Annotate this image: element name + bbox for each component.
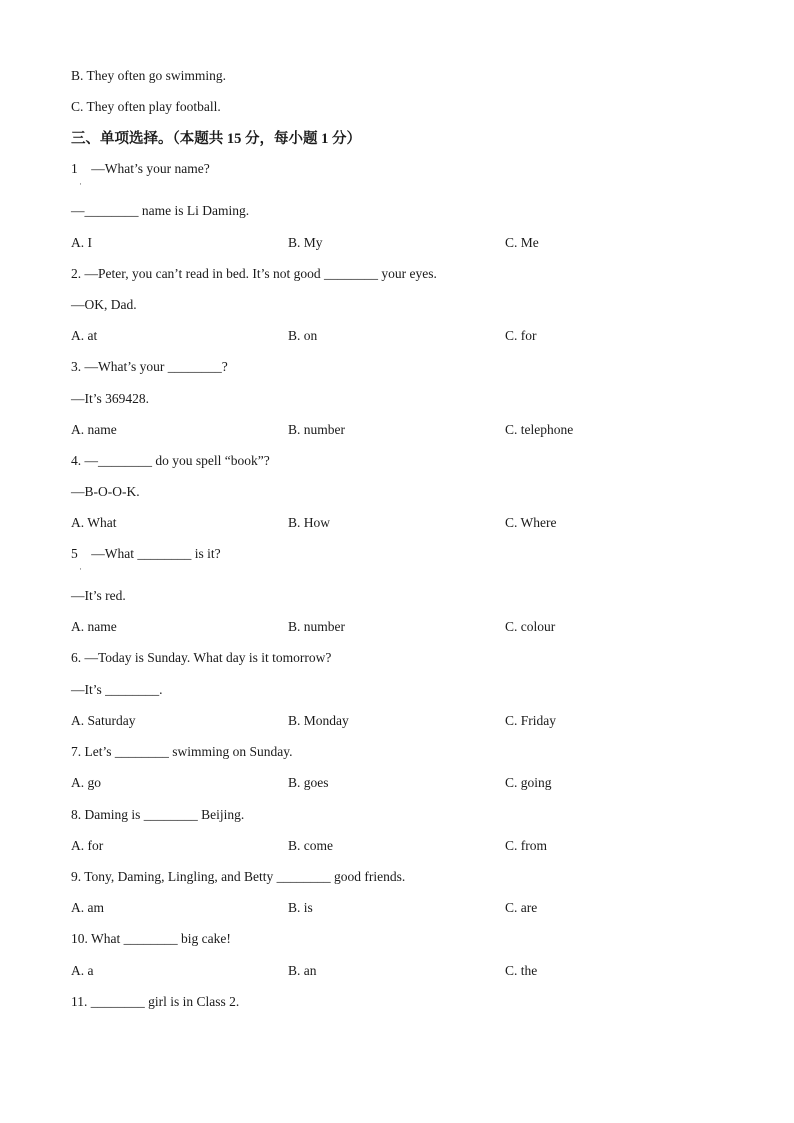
question-7-option-a[interactable]: A. go bbox=[71, 775, 101, 790]
question-8-option-b[interactable]: B. come bbox=[288, 838, 333, 853]
question-3-reply: —It’s 369428. bbox=[71, 391, 150, 406]
question-2-stem: 2. —Peter, you can’t read in bed. It’s not good ________ your eyes. bbox=[71, 266, 437, 281]
question-4-option-a[interactable]: A. What bbox=[71, 515, 117, 530]
question-10-option-c[interactable]: C. the bbox=[505, 963, 538, 978]
question-5-reply: —It’s red. bbox=[71, 588, 126, 603]
question-10-option-a[interactable]: A. a bbox=[71, 963, 94, 978]
question-7-option-c[interactable]: C. going bbox=[505, 775, 552, 790]
question-3-option-b[interactable]: B. number bbox=[288, 422, 345, 437]
question-1-option-a[interactable]: A. I bbox=[71, 235, 92, 250]
question-9-option-c[interactable]: C. are bbox=[505, 900, 538, 915]
question-3-stem: 3. —What’s your ________? bbox=[71, 359, 228, 374]
question-1-stem: 1 —What’s your name? bbox=[71, 161, 210, 176]
question-9-option-a[interactable]: A. am bbox=[71, 900, 104, 915]
question-10-option-b[interactable]: B. an bbox=[288, 963, 317, 978]
question-1-reply: —________ name is Li Daming. bbox=[71, 203, 250, 218]
question-6-option-c[interactable]: C. Friday bbox=[505, 713, 557, 728]
question-6-reply: —It’s ________. bbox=[71, 682, 163, 697]
question-6-stem: 6. —Today is Sunday. What day is it tomorrow? bbox=[71, 650, 332, 665]
question-4-option-b[interactable]: B. How bbox=[288, 515, 331, 530]
question-10-stem: 10. What ________ big cake! bbox=[71, 931, 231, 946]
question-4-reply: —B-O-O-K. bbox=[71, 484, 140, 499]
question-8-stem: 8. Daming is ________ Beijing. bbox=[71, 807, 245, 822]
prev-option-c: C. They often play football. bbox=[71, 99, 221, 114]
question-8-option-c[interactable]: C. from bbox=[505, 838, 547, 853]
question-6-option-b[interactable]: B. Monday bbox=[288, 713, 349, 728]
section-title: 三、单项选择。（本题共 15 分，每小题 1 分） bbox=[71, 131, 361, 147]
question-1-mark: · bbox=[79, 179, 82, 189]
question-2-reply: —OK, Dad. bbox=[71, 297, 137, 312]
question-5-option-c[interactable]: C. colour bbox=[505, 619, 556, 634]
question-1-option-c[interactable]: C. Me bbox=[505, 235, 539, 250]
question-9-stem: 9. Tony, Daming, Lingling, and Betty ________ good friends. bbox=[71, 869, 406, 884]
question-2-option-a[interactable]: A. at bbox=[71, 328, 98, 343]
question-7-option-b[interactable]: B. goes bbox=[288, 775, 329, 790]
question-5-option-a[interactable]: A. name bbox=[71, 619, 117, 634]
question-4-stem: 4. —________ do you spell “book”? bbox=[71, 453, 270, 468]
question-8-option-a[interactable]: A. for bbox=[71, 838, 104, 853]
question-7-stem: 7. Let’s ________ swimming on Sunday. bbox=[71, 744, 293, 759]
question-2-option-c[interactable]: C. for bbox=[505, 328, 537, 343]
prev-option-b: B. They often go swimming. bbox=[71, 68, 226, 83]
question-9-option-b[interactable]: B. is bbox=[288, 900, 313, 915]
question-3-option-c[interactable]: C. telephone bbox=[505, 422, 574, 437]
question-5-stem: 5 —What ________ is it? bbox=[71, 546, 221, 561]
question-3-option-a[interactable]: A. name bbox=[71, 422, 117, 437]
question-2-option-b[interactable]: B. on bbox=[288, 328, 318, 343]
question-1-option-b[interactable]: B. My bbox=[288, 235, 323, 250]
question-5-option-b[interactable]: B. number bbox=[288, 619, 345, 634]
question-11-stem: 11. ________ girl is in Class 2. bbox=[71, 994, 240, 1009]
question-4-option-c[interactable]: C. Where bbox=[505, 515, 557, 530]
question-6-option-a[interactable]: A. Saturday bbox=[71, 713, 136, 728]
question-5-mark: · bbox=[79, 564, 82, 574]
